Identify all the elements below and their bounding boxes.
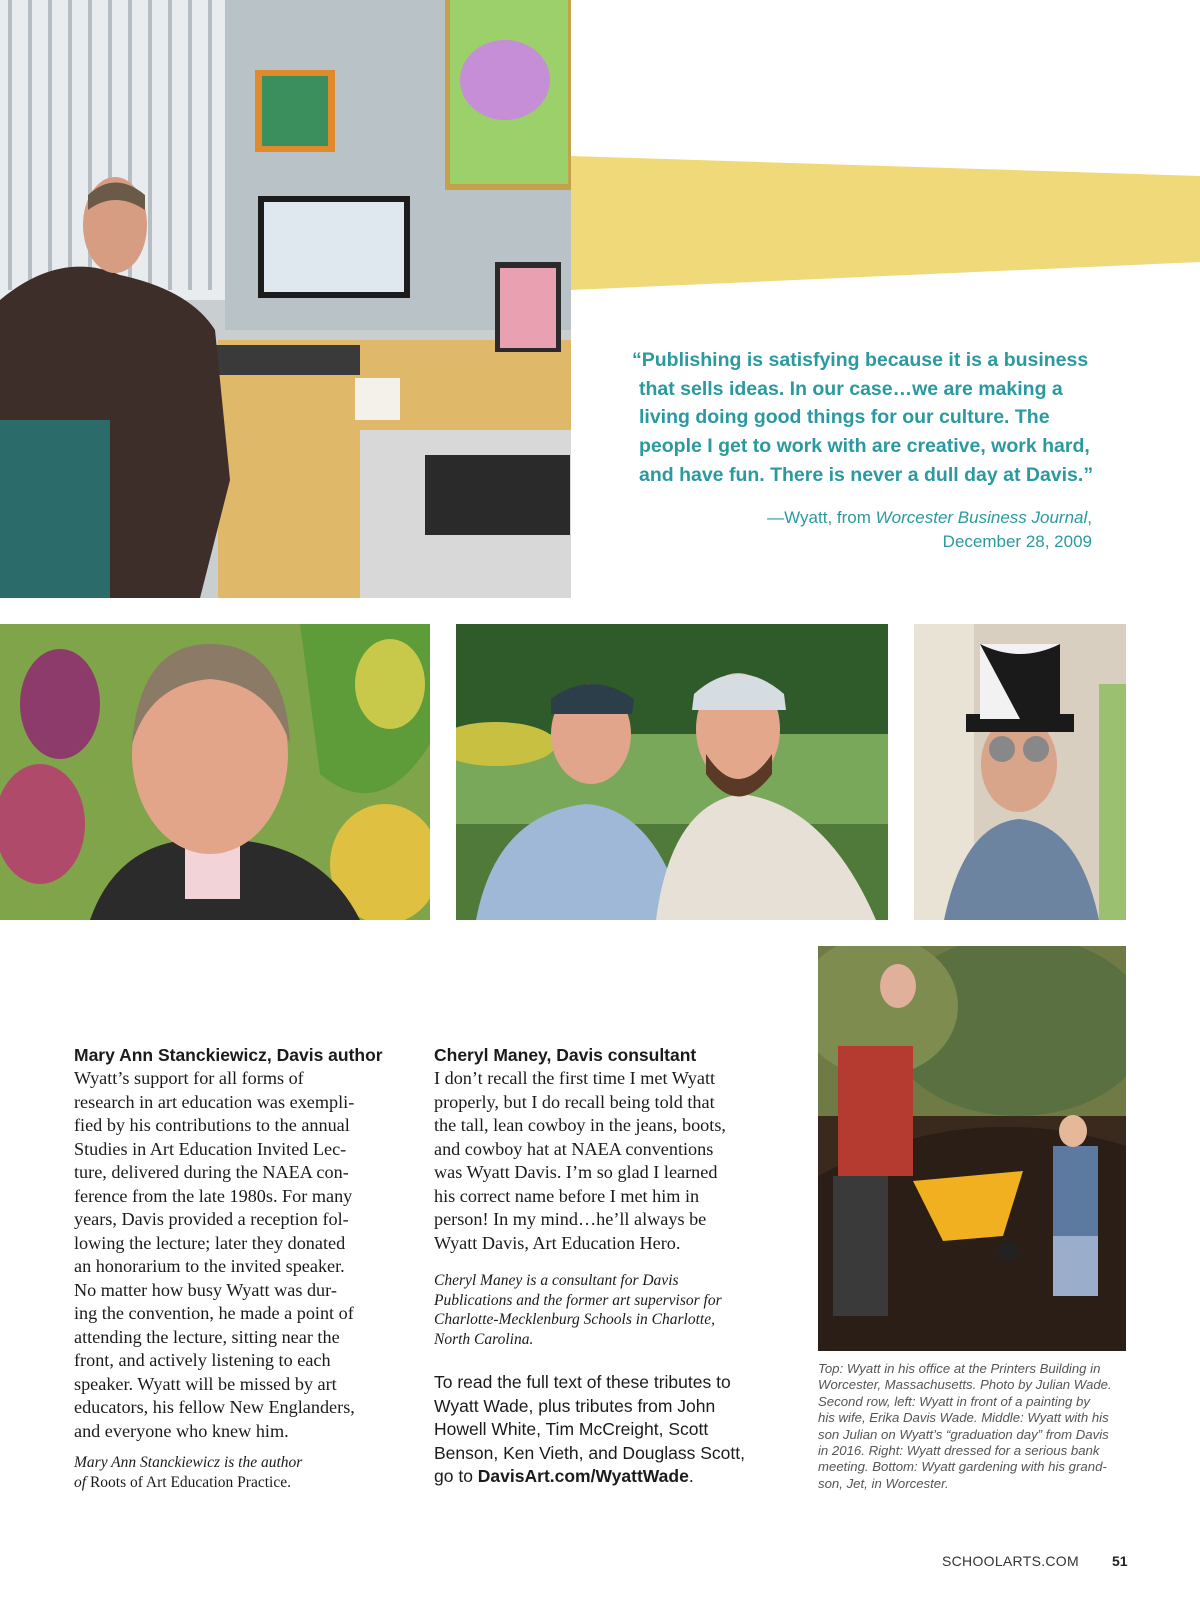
readmore-suffix: .	[688, 1466, 694, 1486]
quote-line: “Publishing is satisfying because it is a business	[632, 349, 1089, 371]
bio-prefix: of	[74, 1473, 90, 1491]
quote-line: people I get to work with are creative, work hard,	[639, 435, 1090, 458]
bio-line: Publications and the former art supervisor for	[434, 1291, 722, 1309]
tribute-column-maney	[434, 1044, 774, 1489]
body-line: attending the lecture, sitting near the	[74, 1326, 340, 1347]
body-line: person! In my mind…he’ll always be	[434, 1209, 707, 1229]
caption-line: Top: Wyatt in his office at the Printers Building in	[818, 1361, 1101, 1376]
body-line: ture, delivered during the NAEA con-	[74, 1162, 349, 1182]
attribution-suffix: ,	[1087, 508, 1092, 527]
body-line: his correct name before I met him in	[434, 1185, 700, 1206]
body-line: Studies in Art Education Invited Lec-	[74, 1138, 347, 1159]
body-line: and everyone who knew him.	[74, 1420, 289, 1441]
caption-line: his wife, Erika Davis Wade. Middle: Wyatt with his	[818, 1410, 1109, 1426]
tribute-column-stanckiewicz	[74, 1044, 414, 1492]
attribution-prefix: —Wyatt, from	[767, 508, 876, 527]
bio-line: Mary Ann Stanckiewicz is the author	[74, 1454, 303, 1471]
body-line: research in art education was exempli-	[74, 1091, 355, 1112]
caption-line: son Julian on Wyatt’s “graduation day” from Davis	[818, 1426, 1109, 1442]
caption-line: in 2016. Right: Wyatt dressed for a serious bank	[818, 1443, 1100, 1459]
readmore-line: Wyatt Wade, plus tributes from John	[434, 1395, 716, 1416]
attribution-source: Worcester Business Journal	[875, 508, 1088, 527]
body-line: and cowboy hat at NAEA conventions	[434, 1138, 714, 1159]
body-line: an honorarium to the invited speaker.	[74, 1256, 345, 1276]
body-line: was Wyatt Davis. I’m so glad I learned	[434, 1162, 718, 1182]
readmore-prefix: go to	[434, 1466, 478, 1486]
body-line: Wyatt Davis, Art Education Hero.	[434, 1232, 681, 1253]
book-title: Roots of Art Education Practice.	[89, 1473, 291, 1491]
tribute-heading: Cheryl Maney, Davis consultant	[434, 1045, 697, 1065]
body-line: years, Davis provided a reception fol-	[74, 1209, 349, 1229]
yellow-accent-band	[571, 0, 1200, 300]
body-line: educators, his fellow New Englanders,	[74, 1397, 355, 1417]
body-line: No matter how busy Wyatt was dur-	[74, 1279, 337, 1300]
body-line: properly, but I do recall being told that	[434, 1091, 715, 1112]
quote-line: and have fun. There is never a dull day at Davis.”	[639, 463, 1094, 486]
caption-line: son, Jet, in Worcester.	[818, 1475, 949, 1491]
body-line: lowing the lecture; later they donated	[74, 1232, 346, 1253]
photo-caption	[818, 1361, 1128, 1492]
pull-quote	[632, 346, 1102, 490]
office-photo	[0, 0, 571, 598]
body-line: ing the convention, he made a point of	[74, 1303, 354, 1323]
body-line: I don’t recall the first time I met Wyatt	[434, 1068, 716, 1088]
attribution-date: December 28, 2009	[942, 532, 1092, 551]
graduation-day-photo	[456, 624, 888, 920]
readmore-line: Howell White, Tim McCreight, Scott	[434, 1419, 709, 1439]
body-line: Wyatt’s support for all forms of	[74, 1068, 304, 1088]
bio-line: Charlotte-Mecklenburg Schools in Charlotte,	[434, 1311, 715, 1328]
footer-site: SCHOOLARTS.COM	[942, 1553, 1079, 1569]
tributes-link[interactable]: DavisArt.com/WyattWade	[477, 1466, 689, 1486]
body-line: fied by his contributions to the annual	[74, 1115, 350, 1135]
readmore-line: Benson, Ken Vieth, and Douglass Scott,	[434, 1442, 745, 1463]
body-line: speaker. Wyatt will be missed by art	[74, 1373, 337, 1394]
author-bio	[434, 1271, 774, 1349]
quote-attribution	[600, 506, 1092, 554]
body-line: the tall, lean cowboy in the jeans, boots,	[434, 1115, 726, 1135]
quote-line: that sells ideas. In our case…we are making a	[639, 377, 1063, 400]
read-more-note	[434, 1371, 774, 1489]
portrait-painting-photo	[0, 624, 430, 920]
bank-meeting-hat-photo	[914, 624, 1126, 920]
caption-line: meeting. Bottom: Wyatt gardening with his grand-	[818, 1459, 1107, 1475]
page-number: 51	[1112, 1553, 1128, 1569]
gardening-photo	[818, 946, 1126, 1351]
quote-line: living doing good things for our culture. The	[639, 406, 1050, 429]
tribute-heading: Mary Ann Stanckiewicz, Davis author	[74, 1045, 383, 1065]
caption-line: Second row, left: Wyatt in front of a painting by	[818, 1393, 1090, 1409]
caption-line: Worcester, Massachusetts. Photo by Julian Wade.	[818, 1377, 1112, 1393]
bio-line: North Carolina.	[434, 1330, 534, 1348]
author-bio	[74, 1453, 414, 1492]
body-line: front, and actively listening to each	[74, 1350, 331, 1370]
body-line: ference from the late 1980s. For many	[74, 1185, 353, 1206]
readmore-line: To read the full text of these tributes to	[434, 1372, 731, 1392]
bio-line: Cheryl Maney is a consultant for Davis	[434, 1272, 679, 1289]
